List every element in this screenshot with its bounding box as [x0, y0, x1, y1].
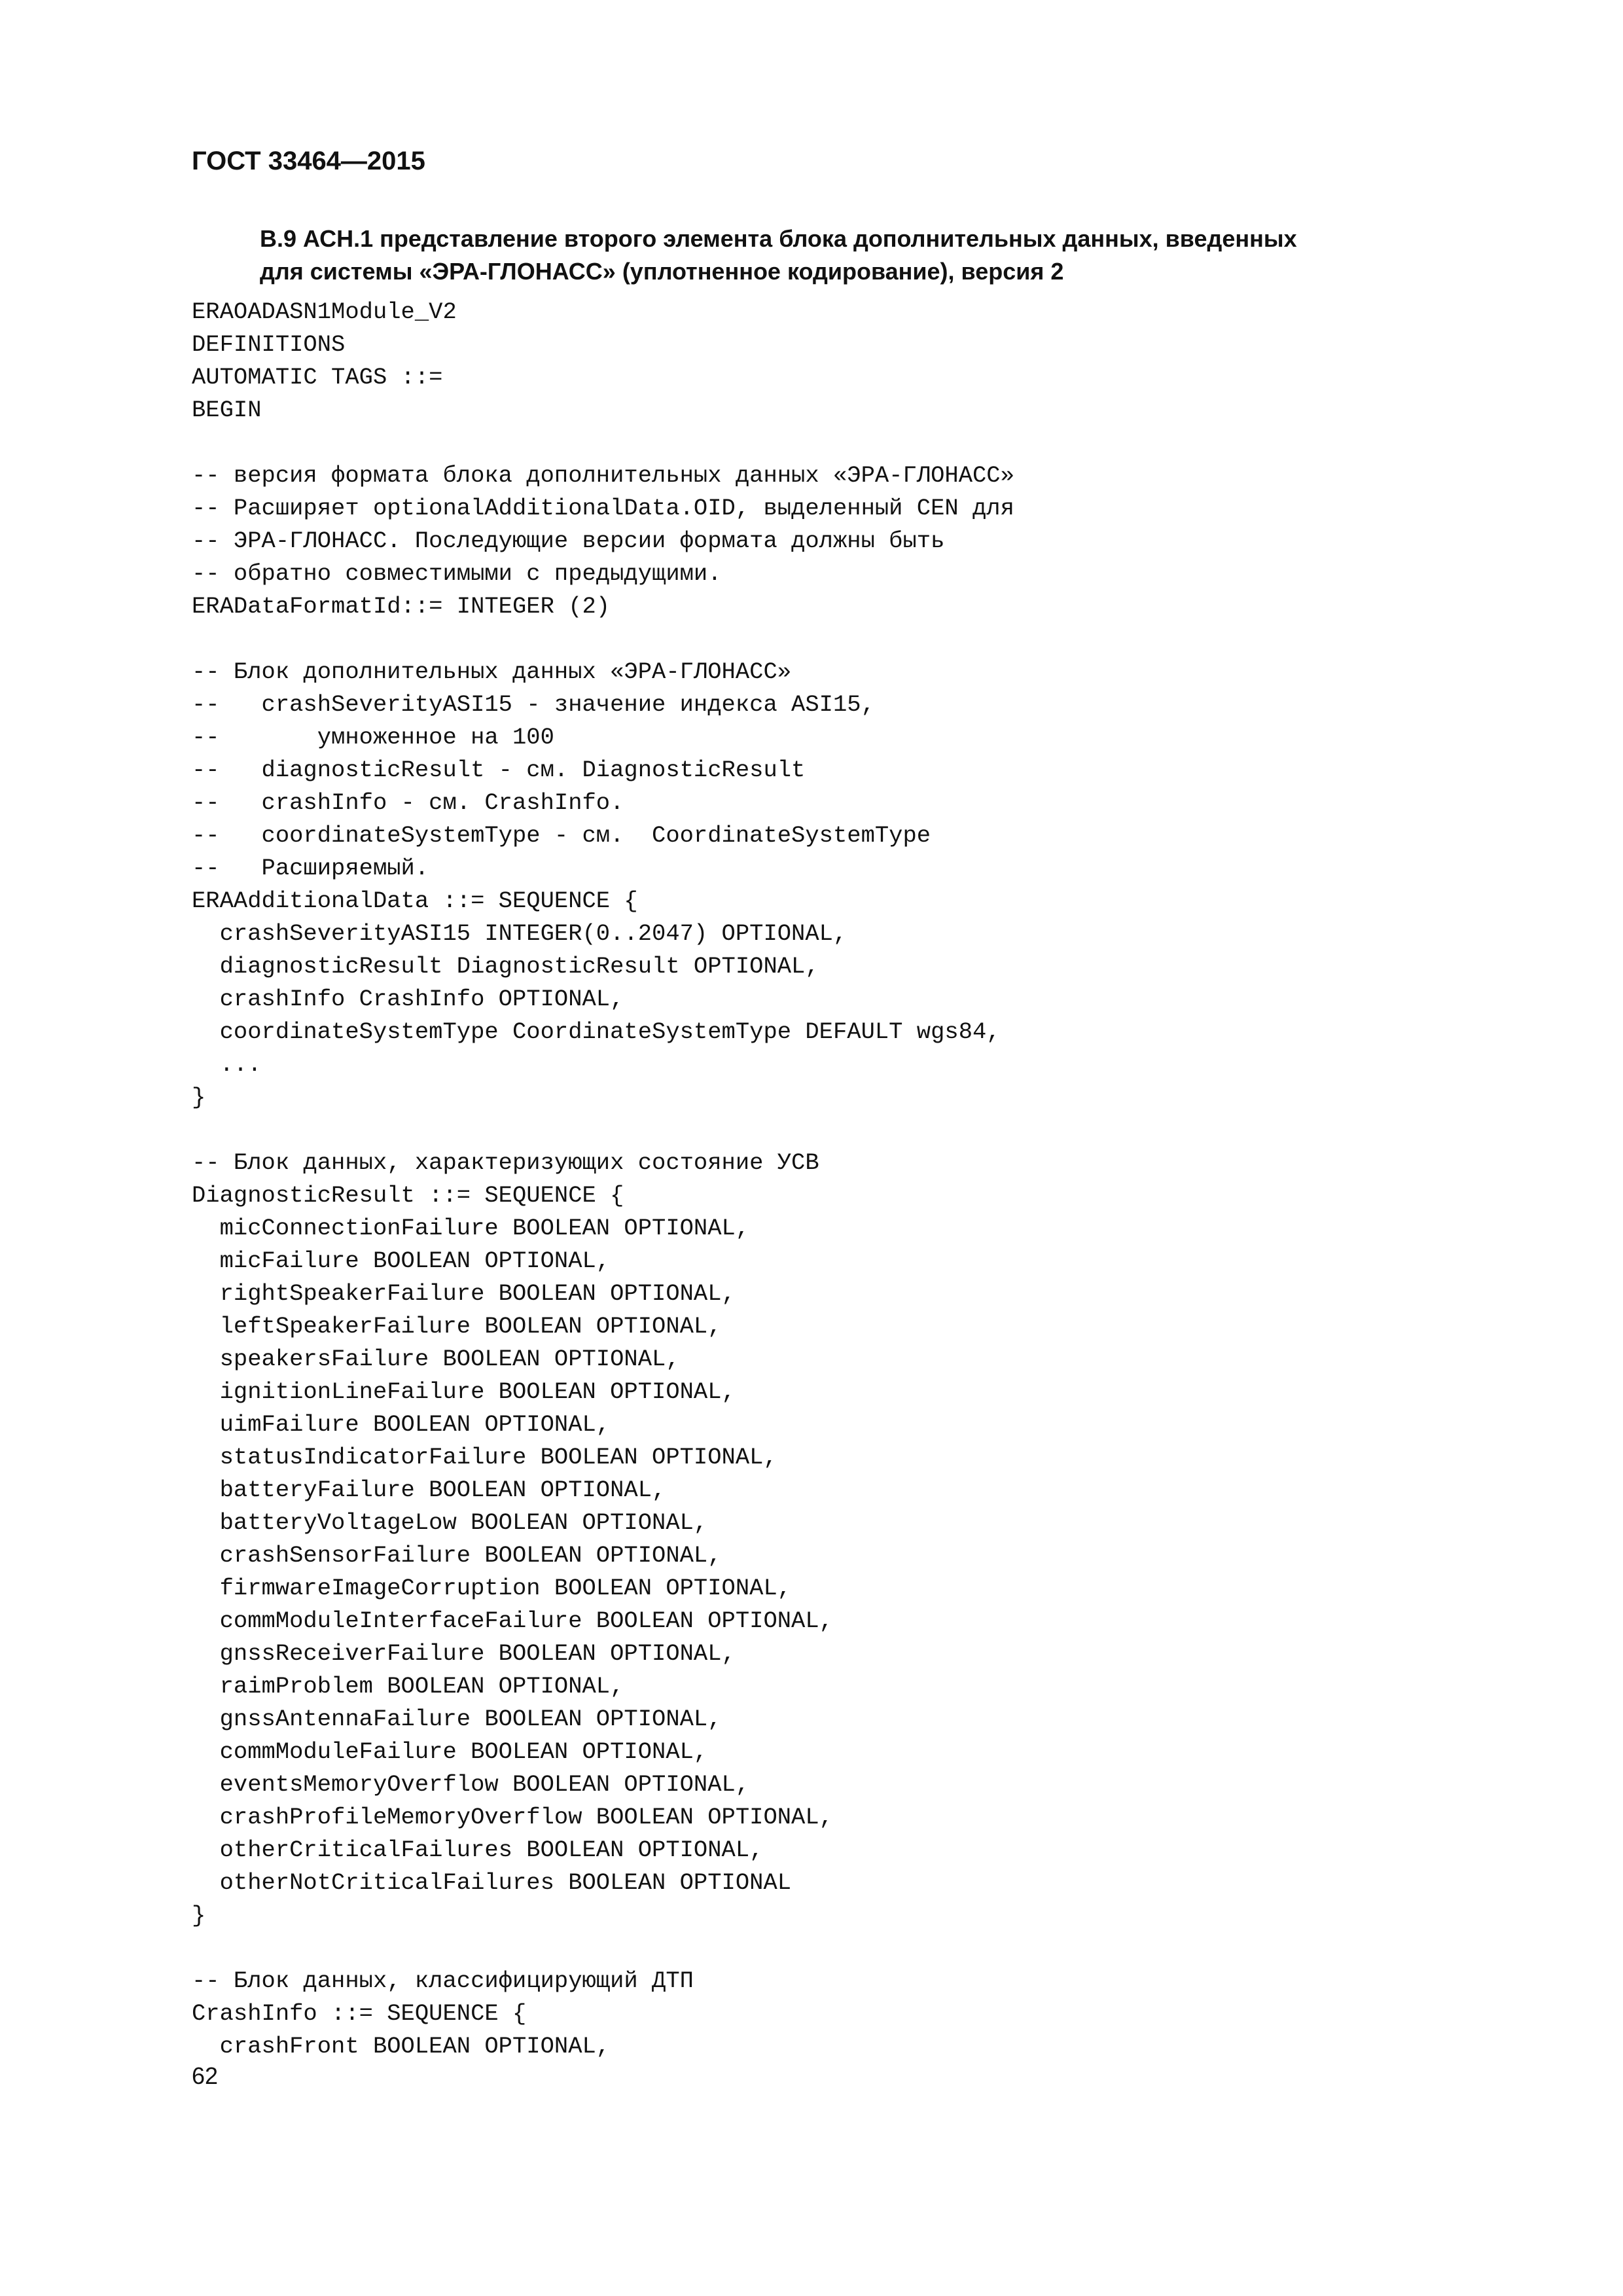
code-line: crashProfileMemoryOverflow BOOLEAN OPTIONAL,	[192, 1804, 833, 1831]
code-line: micConnectionFailure BOOLEAN OPTIONAL,	[192, 1215, 750, 1242]
code-line: CrashInfo ::= SEQUENCE {	[192, 2000, 527, 2027]
code-line: commModuleInterfaceFailure BOOLEAN OPTIONAL,	[192, 1607, 833, 1634]
code-comment-line: -- Расширяет optionalAdditionalData.OID, выделенный CEN для	[192, 495, 1014, 522]
code-line: crashSensorFailure BOOLEAN OPTIONAL,	[192, 1542, 722, 1569]
code-comment-line: -- Расширяемый.	[192, 855, 429, 882]
code-line: batteryVoltageLow BOOLEAN OPTIONAL,	[192, 1509, 708, 1536]
section-heading-line-2: для системы «ЭРА-ГЛОНАСС» (уплотненное кодирование), версия 2	[260, 258, 1064, 285]
code-comment-line: -- crashSeverityASI15 - значение индекса ASI15,	[192, 691, 875, 718]
code-line: crashFront BOOLEAN OPTIONAL,	[192, 2033, 611, 2060]
code-line: gnssAntennaFailure BOOLEAN OPTIONAL,	[192, 1706, 722, 1732]
code-line: otherNotCriticalFailures BOOLEAN OPTIONAL	[192, 1869, 792, 1896]
code-line: commModuleFailure BOOLEAN OPTIONAL,	[192, 1738, 708, 1765]
code-line: micFailure BOOLEAN OPTIONAL,	[192, 1247, 611, 1274]
code-line: otherCriticalFailures BOOLEAN OPTIONAL,	[192, 1837, 764, 1863]
code-listing	[192, 296, 1014, 2063]
code-line: statusIndicatorFailure BOOLEAN OPTIONAL,	[192, 1444, 777, 1471]
code-line: DiagnosticResult ::= SEQUENCE {	[192, 1182, 624, 1209]
code-line: eventsMemoryOverflow BOOLEAN OPTIONAL,	[192, 1771, 750, 1798]
code-line: batteryFailure BOOLEAN OPTIONAL,	[192, 1477, 666, 1503]
code-line: ERADataFormatId::= INTEGER (2)	[192, 593, 611, 620]
code-line: BEGIN	[192, 397, 262, 423]
code-line: ERAOADASN1Module_V2	[192, 298, 457, 325]
document-standard-id: ГОСТ 33464—2015	[192, 147, 425, 175]
code-line: firmwareImageCorruption BOOLEAN OPTIONAL,	[192, 1575, 792, 1602]
code-comment-line: -- обратно совместимыми с предыдущими.	[192, 560, 722, 587]
code-comment-line: -- Блок данных, классифицирующий ДТП	[192, 1967, 694, 1994]
code-comment-line: -- coordinateSystemType - см. CoordinateSystemType	[192, 822, 931, 849]
code-line: crashSeverityASI15 INTEGER(0..2047) OPTIONAL,	[192, 920, 847, 947]
code-line	[192, 1932, 1014, 1965]
code-line: AUTOMATIC TAGS ::=	[192, 364, 443, 391]
code-line	[192, 1114, 1014, 1147]
code-comment-line: -- умноженное на 100	[192, 724, 554, 751]
code-line	[192, 427, 1014, 459]
code-line: ...	[192, 1051, 262, 1078]
code-line: ignitionLineFailure BOOLEAN OPTIONAL,	[192, 1378, 736, 1405]
code-line: DEFINITIONS	[192, 331, 346, 358]
code-line: coordinateSystemType CoordinateSystemType DEFAULT wgs84,	[192, 1018, 1001, 1045]
code-line: leftSpeakerFailure BOOLEAN OPTIONAL,	[192, 1313, 722, 1340]
code-line: diagnosticResult DiagnosticResult OPTIONAL,	[192, 953, 819, 980]
code-line: speakersFailure BOOLEAN OPTIONAL,	[192, 1346, 680, 1372]
code-line: gnssReceiverFailure BOOLEAN OPTIONAL,	[192, 1640, 736, 1667]
section-heading	[260, 223, 1297, 288]
code-comment-line: -- crashInfo - см. CrashInfo.	[192, 789, 624, 816]
code-line: uimFailure BOOLEAN OPTIONAL,	[192, 1411, 611, 1438]
section-heading-line-1: В.9 АСН.1 представление второго элемента блока дополнительных данных, введенных	[260, 225, 1297, 252]
code-line: raimProblem BOOLEAN OPTIONAL,	[192, 1673, 624, 1700]
code-line: crashInfo CrashInfo OPTIONAL,	[192, 986, 624, 1013]
code-line: rightSpeakerFailure BOOLEAN OPTIONAL,	[192, 1280, 736, 1307]
code-comment-line: -- ЭРА-ГЛОНАСС. Последующие версии формата должны быть	[192, 528, 945, 554]
code-line: ERAAdditionalData ::= SEQUENCE {	[192, 888, 638, 914]
code-line: }	[192, 1902, 206, 1929]
code-line: }	[192, 1084, 206, 1111]
code-comment-line: -- версия формата блока дополнительных данных «ЭРА-ГЛОНАСС»	[192, 462, 1014, 489]
code-comment-line: -- Блок дополнительных данных «ЭРА-ГЛОНАСС»	[192, 658, 792, 685]
code-comment-line: -- diagnosticResult - см. DiagnosticResult	[192, 757, 806, 783]
code-comment-line: -- Блок данных, характеризующих состояние УСВ	[192, 1149, 819, 1176]
code-line	[192, 623, 1014, 656]
page-number: 62	[192, 2062, 219, 2089]
